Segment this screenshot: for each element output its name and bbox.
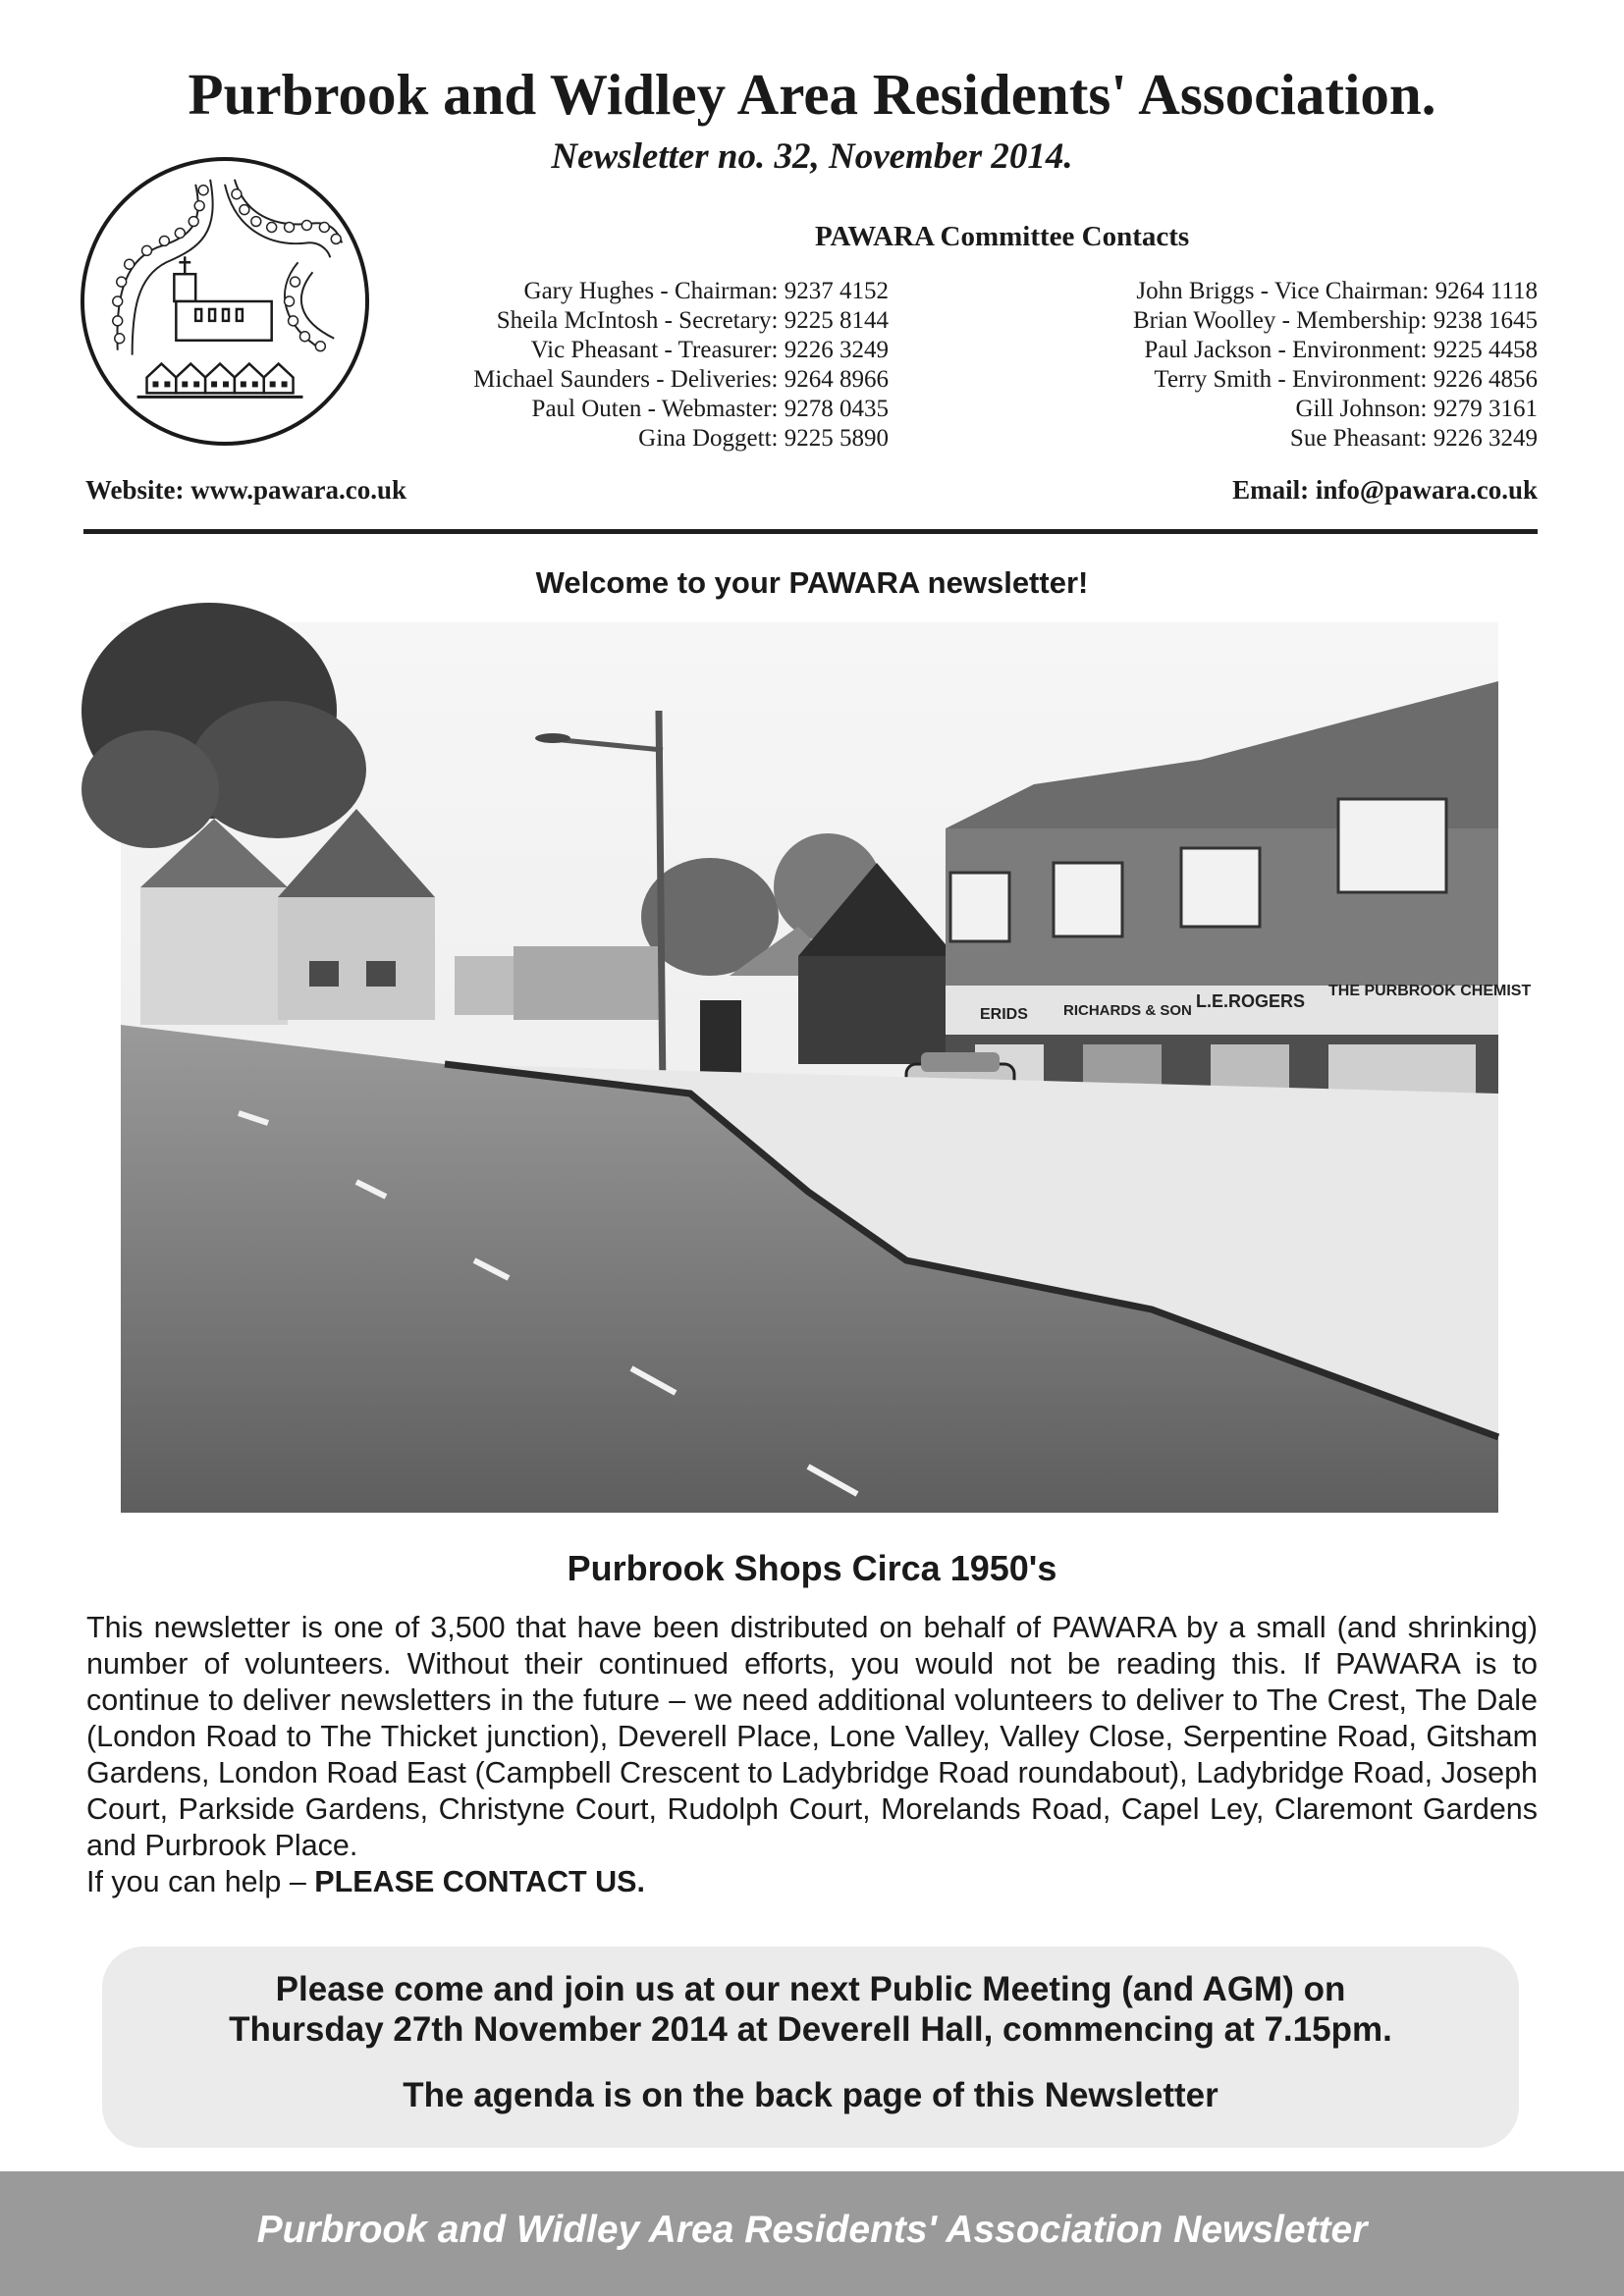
- header-divider: [83, 529, 1538, 534]
- church-and-houses-roundel-icon: [79, 155, 371, 448]
- contact-entry: Brian Woolley - Membership: 9238 1645: [1132, 307, 1538, 334]
- street-photo-icon: [121, 622, 1532, 1513]
- contact-appeal-emphasis: PLEASE CONTACT US.: [314, 1865, 645, 1898]
- contact-entry: Gina Doggett: 9225 5890: [638, 425, 889, 452]
- contact-entry: Gary Hughes - Chairman: 9237 4152: [523, 278, 889, 304]
- contact-entry: Paul Jackson - Environment: 9225 4458: [1144, 337, 1538, 363]
- contact-entry: John Briggs - Vice Chairman: 9264 1118: [1136, 278, 1538, 304]
- contacts-left-column: [473, 277, 889, 454]
- agenda-note: The agenda is on the back page of this Newsletter: [403, 2076, 1218, 2114]
- contacts-right-column: [1133, 277, 1538, 454]
- volunteer-appeal-text: This newsletter is one of 3,500 that have been distributed on behalf of PAWARA by a small (and shrinking) number of volunteers. Without their continued efforts, you would not be reading this. If PAWARA is to continue to deliver newsletters in the future – we need additional volunteers to deliver to The Crest, The Dale (London Road to The Thicket junction), Deverell Place, Lone Valley, Valley Close, Serpentine Road, Gitsham Gardens, London Road East (Campbell Crescent to Ladybridge Road roundabout), Ladybridge Road, Joseph Court, Parkside Gardens, Christyne Court, Rudolph Court, Morelands Road, Capel Ley, Claremont Gardens and Purbrook Place.: [86, 1611, 1538, 1862]
- meeting-notice: [102, 1947, 1519, 2148]
- email-link[interactable]: Email: info@pawara.co.uk: [1232, 475, 1538, 505]
- footer-band: [0, 2171, 1624, 2296]
- shop-sign-4: THE PURBROOK CHEMIST: [1328, 983, 1532, 999]
- newsletter-subtitle: Newsletter no. 32, November 2014.: [551, 136, 1073, 177]
- contact-entry: Gill Johnson: 9279 3161: [1295, 396, 1538, 422]
- contact-entry: Sue Pheasant: 9226 3249: [1289, 425, 1538, 452]
- newsletter-title: Purbrook and Widley Area Residents' Association.: [188, 62, 1436, 127]
- contact-entry: Paul Outen - Webmaster: 9278 0435: [531, 396, 889, 422]
- footer-text: Purbrook and Widley Area Residents' Association Newsletter: [256, 2209, 1368, 2251]
- contact-appeal: [86, 1864, 645, 1900]
- shop-sign-2: RICHARDS & SON: [1063, 1002, 1192, 1019]
- contact-entry: Michael Saunders - Deliveries: 9264 8966: [473, 366, 889, 393]
- contact-entry: Vic Pheasant - Treasurer: 9226 3249: [530, 337, 889, 363]
- meeting-line-1: Please come and join us at our next Public Meeting (and AGM) on: [275, 1970, 1346, 2008]
- photo-caption: Purbrook Shops Circa 1950's: [567, 1548, 1057, 1588]
- contact-entry: Sheila McIntosh - Secretary: 9225 8144: [496, 307, 889, 334]
- contact-entry: Terry Smith - Environment: 9226 4856: [1154, 366, 1538, 393]
- shop-sign-3: L.E.ROGERS: [1196, 991, 1306, 1011]
- shop-sign-1: ERIDS: [980, 1006, 1028, 1023]
- website-link[interactable]: Website: www.pawara.co.uk: [85, 475, 407, 505]
- contacts-heading: PAWARA Committee Contacts: [815, 221, 1190, 252]
- contact-appeal-prefix: If you can help –: [86, 1865, 315, 1898]
- welcome-heading: Welcome to your PAWARA newsletter!: [535, 565, 1089, 600]
- meeting-line-2: Thursday 27th November 2014 at Deverell Hall, commencing at 7.15pm.: [229, 2010, 1392, 2049]
